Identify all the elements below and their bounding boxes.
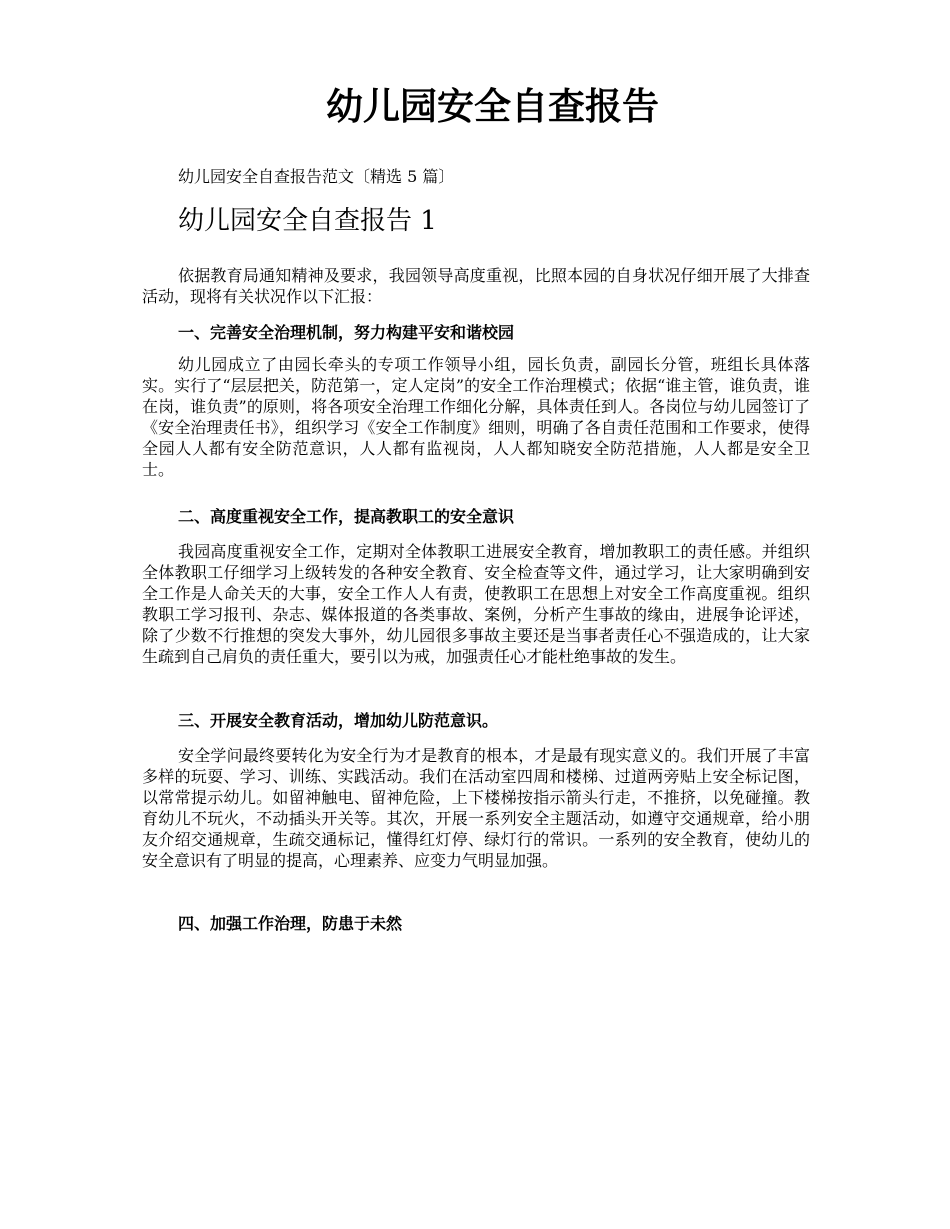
subheading-1: 一、完善安全治理机制，努力构建平安和谐校园 (178, 323, 515, 342)
paragraph-3: 安全学问最终要转化为安全行为才是教育的根本，才是最有现实意义的。我们开展了丰富多样的玩耍、学习、训练、实践活动。我们在活动室四周和楼梯、过道两旁贴上安全标记图，以常常提示幼儿。如留神触电、留神危险，上下楼梯按指示箭头行走，不推挤，以免碰撞。教育幼儿不玩火，不动插头开关等。其次，开展一系列安全主题活动，如遵守交通规章，给小朋友介绍交通规章，生疏交通标记，懂得红灯停、绿灯行的常识。一系列的安全教育，使幼儿的安全意识有了明显的提高，心理素养、应变力气明显加强。 (142, 746, 810, 870)
subheading-3: 三、开展安全教育活动，增加幼儿防范意识。 (178, 711, 499, 730)
document-title: 幼儿园安全自查报告 (326, 84, 659, 128)
intro-paragraph: 依据教育局通知精神及要求，我园领导高度重视，比照本园的自身状况仔细开展了大排查活动，现将有关状况作以下汇报： (142, 266, 810, 306)
subheading-2: 二、高度重视安全工作，提高教职工的安全意识 (178, 507, 515, 526)
subheading-4: 四、加强工作治理，防患于未然 (178, 914, 403, 933)
paragraph-2: 我园高度重视安全工作，定期对全体教职工进展安全教育，增加教职工的责任感。并组织全体教职工仔细学习上级转发的各种安全教育、安全检查等文件，通过学习，让大家明确到安全工作是人命关天的大事，安全工作人人有责，使教职工在思想上对安全工作高度重视。组织教职工学习报刊、杂志、媒体报道的各类事故、案例，分析产生事故的缘由，进展争论评述，除了少数不行推想的突发大事外，幼儿园很多事故主要还是当事者责任心不强造成的，让大家生疏到自己肩负的责任重大，要引以为戒，加强责任心才能杜绝事故的发生。 (142, 542, 810, 666)
document-subtitle: 幼儿园安全自查报告范文〔精选 5 篇〕 (178, 167, 455, 186)
paragraph-1: 幼儿园成立了由园长牵头的专项工作领导小组，园长负责，副园长分管，班组长具体落实。实行了“层层把关，防范第一，定人定岗”的安全工作治理模式；依据“谁主管，谁负责，谁在岗，谁负责”的原则，将各项安全治理工作细化分解，具体责任到人。各岗位与幼儿园签订了《安全治理责任书》，组织学习《安全工作制度》细则，明确了各自责任范围和工作要求，使得全园人人都有安全防范意识，人人都有监视岗，人人都知晓安全防范措施，人人都是安全卫士。 (142, 355, 810, 479)
section-heading: 幼儿园安全自查报告 1 (178, 206, 437, 236)
